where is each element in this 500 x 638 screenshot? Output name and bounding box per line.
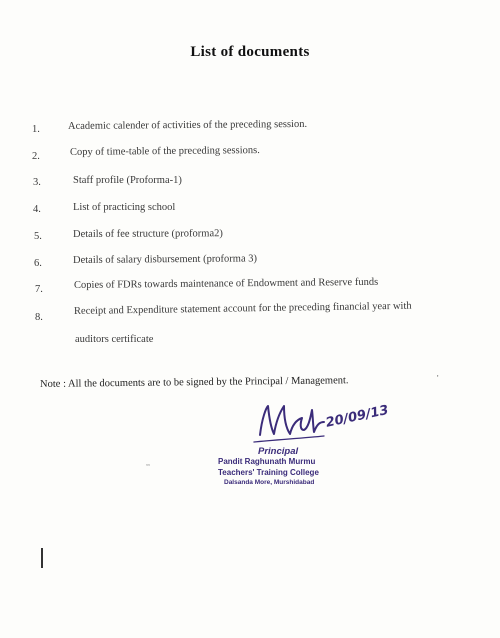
stamp-name: Pandit Raghunath Murmu bbox=[218, 457, 316, 466]
list-item-number: 7. bbox=[35, 284, 43, 295]
list-item-number: 3. bbox=[33, 177, 41, 188]
list-item-text: Academic calender of activities of the preceding session. bbox=[67, 118, 308, 132]
list-item-number: 4. bbox=[33, 204, 41, 215]
list-item-text: Copies of FDRs towards maintenance of Endowment and Reserve funds bbox=[73, 276, 379, 291]
page-title: List of documents bbox=[190, 44, 310, 60]
handwritten-date: 20/09/13 bbox=[324, 402, 390, 431]
scan-mark: ,, bbox=[146, 460, 150, 467]
list-item-text: Details of fee structure (proforma2) bbox=[72, 228, 223, 240]
list-item-text: Receipt and Expenditure statement account for the preceding financial year with bbox=[73, 300, 412, 317]
list-item-number: 6. bbox=[34, 258, 42, 269]
scan-mark bbox=[41, 548, 43, 568]
stamp-college: Teachers' Training College bbox=[218, 468, 319, 477]
list-item-text: Copy of time-table of the preceding sessions. bbox=[69, 145, 260, 158]
stamp-address: Dalsanda More, Murshidabad bbox=[224, 479, 315, 486]
list-item-text: List of practicing school bbox=[73, 202, 176, 213]
principal-signature-block bbox=[214, 400, 390, 495]
list-item-number: 8. bbox=[35, 312, 43, 323]
list-item-text: Details of salary disbursement (proforma 3) bbox=[72, 253, 258, 266]
list-item-text: Staff profile (Proforma-1) bbox=[73, 175, 182, 186]
list-item-number: 1. bbox=[32, 124, 40, 135]
list-item-number: 5. bbox=[34, 231, 42, 242]
stamp-title: Principal bbox=[258, 446, 299, 457]
list-item-continuation: auditors certificate bbox=[75, 334, 154, 345]
signing-note: Note : All the documents are to be signed by the Principal / Management. bbox=[39, 375, 349, 390]
list-item-number: 2. bbox=[32, 151, 40, 162]
scan-mark: ' bbox=[437, 374, 439, 383]
